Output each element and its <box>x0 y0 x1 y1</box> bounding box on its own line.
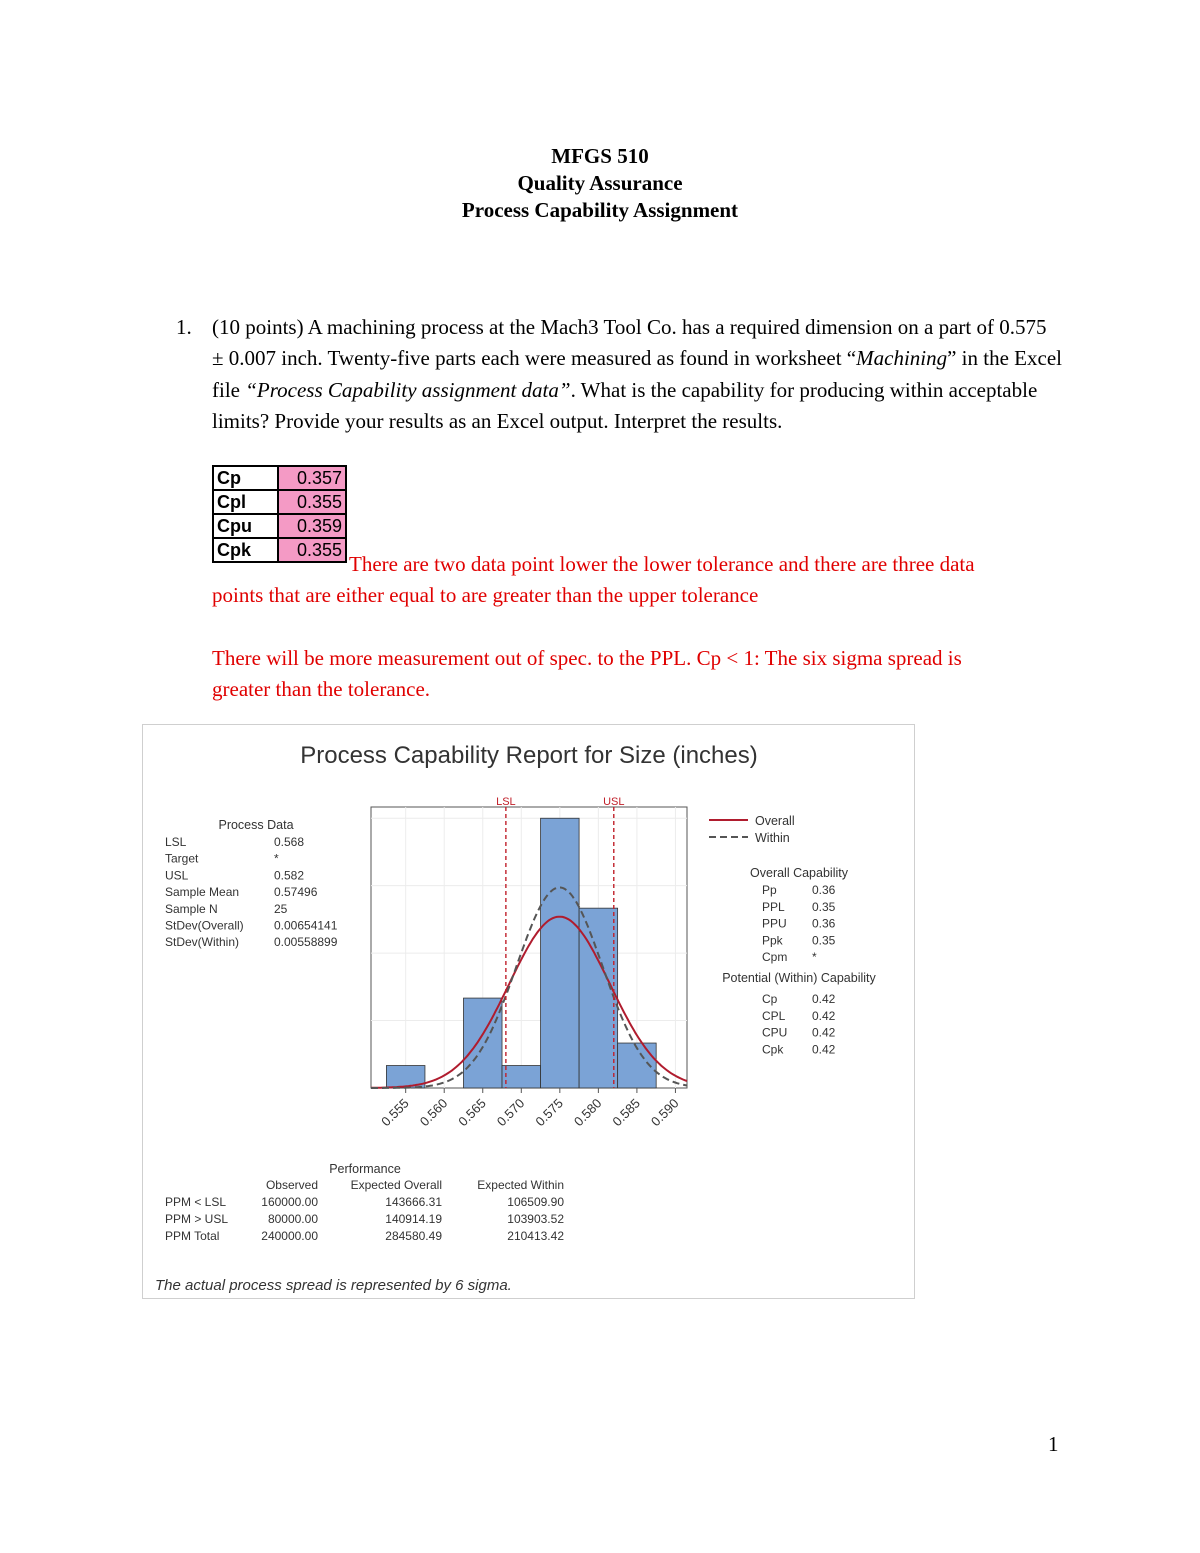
answer-line-1a: There are two data point lower the lower tolerance and there are three data <box>349 552 975 576</box>
answer-line-2b: greater than the tolerance. <box>212 677 431 701</box>
worksheet-name: Machining <box>856 346 948 371</box>
cap-label: Cpk <box>213 538 278 562</box>
performance-column-header: Observed <box>265 1178 318 1192</box>
table-row <box>213 514 346 538</box>
performance-heading: Performance <box>329 1162 401 1176</box>
answer-line-2a: There will be more measurement out of spec. to the PPL. Cp < 1: The six sigma spread is <box>212 646 962 670</box>
process-data-value: 0.568 <box>274 835 305 849</box>
cap-label: Cp <box>213 466 278 490</box>
process-data-value: 0.00654141 <box>274 918 338 933</box>
process-data-label: StDev(Overall) <box>165 918 244 933</box>
capability-value: 0.42 <box>812 992 836 1006</box>
x-tick-label: 0.590 <box>647 1095 682 1130</box>
process-data-heading: Process Data <box>218 818 294 832</box>
x-tick-label: 0.555 <box>378 1095 412 1130</box>
process-data-label: Sample N <box>165 901 218 916</box>
cap-label: Cpl <box>213 490 278 514</box>
process-data-label: StDev(Within) <box>165 935 240 950</box>
process-data-label: USL <box>165 868 189 883</box>
capability-value: 0.42 <box>812 1008 836 1023</box>
histogram-bar <box>502 1066 541 1088</box>
cap-value: 0.359 <box>278 514 346 538</box>
capability-value: 0.36 <box>812 916 836 931</box>
page-number: 1 <box>1048 1432 1059 1456</box>
legend-overall-label: Overall <box>755 814 795 828</box>
question-text <box>212 312 1062 437</box>
assignment-title: Process Capability Assignment <box>461 198 739 222</box>
performance-column-header: Expected Within <box>477 1178 564 1192</box>
capability-value: 0.35 <box>812 933 836 948</box>
cap-value: 0.355 <box>278 490 346 514</box>
answer-line-1b: points that are either equal to are greater than the upper tolerance <box>212 583 759 607</box>
capability-value: 0.35 <box>812 899 836 914</box>
capability-value: * <box>812 950 817 965</box>
performance-cell: 140914.19 <box>385 1212 442 1226</box>
process-data-value: 0.00558899 <box>274 935 338 950</box>
capability-value: 0.42 <box>812 1042 836 1057</box>
performance-cell: 284580.49 <box>385 1229 442 1243</box>
performance-cell: 80000.00 <box>267 1212 318 1226</box>
performance-cell: 106509.90 <box>507 1195 564 1209</box>
cap-value: 0.355 <box>278 538 346 562</box>
x-tick-label: 0.580 <box>570 1095 605 1130</box>
cap-label: Cpu <box>213 514 278 538</box>
table-row <box>213 466 346 490</box>
table-row <box>213 538 346 562</box>
x-tick-label: 0.565 <box>455 1095 489 1130</box>
capability-label: Cpk <box>762 1042 784 1057</box>
question-text-b: ” in the Excel file <box>212 346 1062 402</box>
capability-label: Pp <box>762 883 777 897</box>
capability-label: PPU <box>762 916 787 931</box>
performance-cell: 143666.31 <box>385 1195 442 1209</box>
capability-value: 0.36 <box>812 883 836 897</box>
performance-column-header: Expected Overall <box>350 1178 442 1192</box>
question-text-a: (10 points) A machining process at the Mach3 Tool Co. has a required dimension on a part of 0.575 ± 0.007 inch. Twenty-five parts each were measured as found in worksheet “ <box>212 315 1047 371</box>
usl-label: USL <box>603 796 625 808</box>
capability-label: Cp <box>762 992 778 1006</box>
x-tick-label: 0.585 <box>609 1095 644 1130</box>
process-data-label: Target <box>165 851 199 866</box>
performance-cell: 103903.52 <box>507 1212 564 1226</box>
capability-label: CPL <box>762 1008 786 1023</box>
process-data-label: Sample Mean <box>165 885 240 900</box>
overall-capability-heading: Overall Capability <box>750 866 848 880</box>
process-data-value: 0.57496 <box>274 885 318 900</box>
course-code: MFGS 510 <box>551 144 649 168</box>
histogram-bar <box>579 908 618 1088</box>
process-data-value: 0.582 <box>274 868 305 883</box>
table-row <box>213 490 346 514</box>
report-title: Process Capability Report for Size (inches) <box>300 742 758 769</box>
histogram-bar <box>541 818 580 1088</box>
process-data-value: * <box>274 851 279 866</box>
subject-title: Quality Assurance <box>517 171 683 195</box>
x-tick-label: 0.560 <box>416 1095 451 1130</box>
excel-file-name: “Process Capability assignment data” <box>245 377 571 402</box>
x-tick-label: 0.575 <box>532 1095 566 1130</box>
capability-value: 0.42 <box>812 1025 836 1040</box>
within-capability-heading: Potential (Within) Capability <box>722 971 876 985</box>
performance-row-label: PPM > USL <box>165 1212 229 1226</box>
capability-label: PPL <box>762 899 785 914</box>
capability-table <box>212 465 347 563</box>
x-tick-label: 0.570 <box>493 1095 528 1130</box>
performance-row-label: PPM Total <box>165 1229 220 1243</box>
cap-value: 0.357 <box>278 466 346 490</box>
lsl-label: LSL <box>496 796 516 808</box>
performance-cell: 160000.00 <box>261 1195 318 1209</box>
performance-cell: 240000.00 <box>261 1229 318 1243</box>
capability-label: CPU <box>762 1025 788 1040</box>
performance-cell: 210413.42 <box>507 1229 564 1243</box>
question-text-c: . What is the capability for producing within acceptable limits? Provide your results as an Excel output. Interpret the results. <box>212 377 1038 433</box>
process-data-label: LSL <box>165 835 187 849</box>
performance-row-label: PPM < LSL <box>165 1195 227 1209</box>
capability-report-figure <box>142 724 915 1299</box>
capability-report-svg <box>143 725 914 1298</box>
legend-within-label: Within <box>755 831 790 845</box>
capability-label: Ppk <box>762 933 783 948</box>
report-footnote: The actual process spread is represented by 6 sigma. <box>155 1277 512 1294</box>
capability-label: Cpm <box>762 950 788 965</box>
process-data-value: 25 <box>274 901 288 916</box>
question-number: 1. <box>176 315 192 339</box>
